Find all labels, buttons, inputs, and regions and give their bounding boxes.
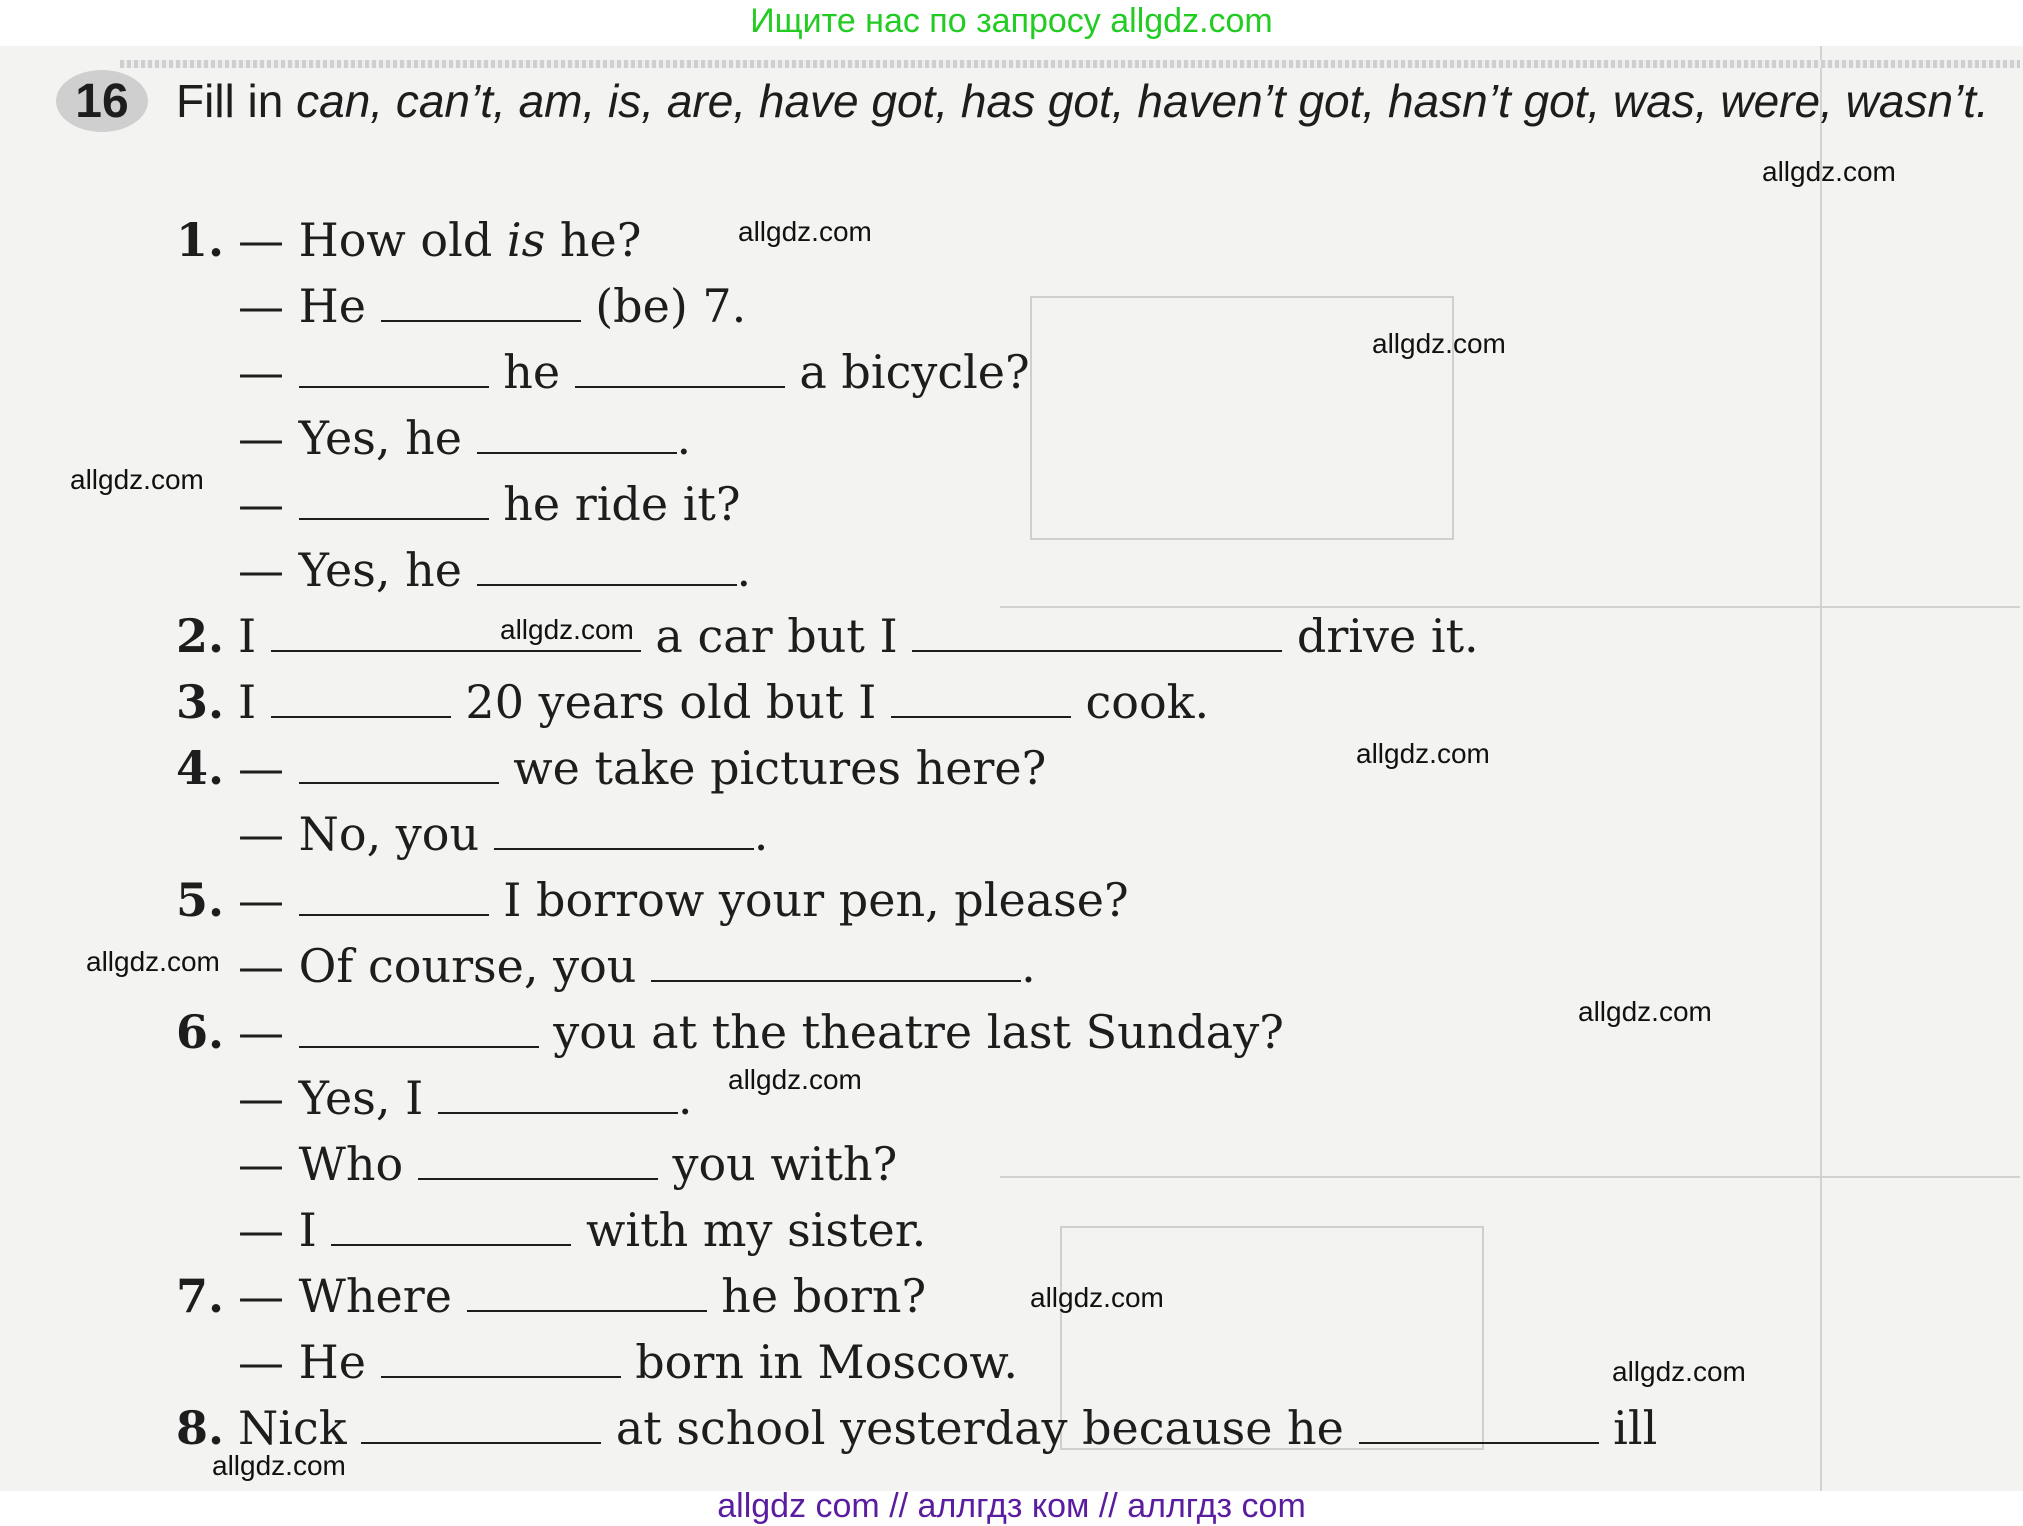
watermark: allgdz.com [1612,1356,1746,1387]
exercise-line [238,1336,1018,1388]
answer-blank[interactable] [575,348,785,388]
answer-blank[interactable] [299,348,489,388]
exercise-line [176,1006,1284,1058]
exercise-line [238,808,768,860]
answer-blank[interactable] [651,942,1021,982]
instruction-prefix: Fill in [176,75,284,127]
line-text: — No, you [238,807,480,861]
exercise-line [176,214,641,266]
exercise-line [176,1270,926,1322]
item-number: 2. [176,609,225,663]
exercise-line [176,874,1129,926]
exercise-line [238,280,746,332]
exercise-line [238,544,751,596]
answer-blank[interactable] [438,1074,678,1114]
item-number: 5. [176,873,225,927]
line-text: he born? [721,1269,927,1323]
line-text: ill [1613,1401,1658,1455]
instruction-words: can, can’t, am, is, are, have got, has got, haven’t got, hasn’t got, was, were, wasn’t. [296,75,1989,127]
exercise-line [176,610,1479,662]
line-text: a bicycle? [799,345,1030,399]
exercise-line [238,940,1036,992]
line-text: — How old [238,213,507,267]
exercise-line [176,742,1046,794]
line-text: — [238,741,284,795]
line-text: he? [545,213,642,267]
watermark: allgdz.com [1762,156,1896,187]
bleed-through-rule [1000,1176,2020,1178]
line-text: we take pictures here? [513,741,1047,795]
watermark: allgdz.com [86,946,220,977]
exercise-line [238,346,1030,398]
item-number: 3. [176,675,225,729]
exercise-line [176,1402,1657,1454]
textbook-page [0,46,2023,1491]
line-text: a car but I [655,609,898,663]
line-text: I [238,609,257,663]
answer-blank[interactable] [299,480,489,520]
watermark: allgdz.com [738,216,872,247]
line-text: I borrow your pen, please? [503,873,1129,927]
line-text: — [238,1005,284,1059]
line-text: you at the theatre last Sunday? [553,1005,1284,1059]
exercise-number-badge: 16 [56,70,148,132]
line-text: . [736,543,752,597]
line-text: . [677,1071,693,1125]
line-text: born in Moscow. [635,1335,1018,1389]
answer-blank[interactable] [271,678,451,718]
line-text: — Who [238,1137,404,1191]
watermark: allgdz.com [1030,1282,1164,1313]
bottom-banner: allgdz com // аллгдз ком // аллгдз com [717,1487,1306,1525]
top-banner: Ищите нас по запросу allgdz.com [750,2,1273,40]
answer-blank[interactable] [331,1206,571,1246]
item-number: 4. [176,741,225,795]
bleed-through-rule [1820,46,1822,1491]
line-text: . [1021,939,1036,993]
exercise-instruction [176,74,2016,128]
watermark: allgdz.com [70,464,204,495]
line-text: at school yesterday because he [615,1401,1344,1455]
item-number: 1. [176,213,225,267]
line-text: . [676,411,692,465]
answer-blank[interactable] [381,282,581,322]
answer-blank[interactable] [477,546,737,586]
line-text: you with? [672,1137,898,1191]
top-rule [120,60,2020,68]
watermark: allgdz.com [1356,738,1490,769]
line-text: — Where [238,1269,452,1323]
line-text: 20 years old but I [465,675,877,729]
exercise-line [176,676,1209,728]
watermark: allgdz.com [1578,996,1712,1027]
line-text: . [753,807,769,861]
answer-blank[interactable] [299,744,499,784]
line-text: (be) 7. [595,279,747,333]
line-text: — Yes, he [238,543,462,597]
item-number: 6. [176,1005,225,1059]
answer-blank[interactable] [494,810,754,850]
answer-blank[interactable] [477,414,677,454]
exercise-line [238,412,691,464]
item-number: 7. [176,1269,225,1323]
line-text: — [238,873,284,927]
watermark: allgdz.com [728,1064,862,1095]
answer-blank[interactable] [418,1140,658,1180]
answer-blank[interactable] [299,876,489,916]
line-text: — I [238,1203,317,1257]
line-text: — [238,477,284,531]
line-text: cook. [1085,675,1210,729]
answer-blank[interactable] [1359,1404,1599,1444]
line-text: he ride it? [503,477,741,531]
bleed-through-rule [1000,606,2020,608]
watermark: allgdz.com [1372,328,1506,359]
line-text: drive it. [1296,609,1479,663]
answer-blank[interactable] [299,1008,539,1048]
line-text: — Yes, I [238,1071,424,1125]
exercise-line [238,1138,897,1190]
exercise-line [238,478,741,530]
line-text: I [238,675,257,729]
watermark: allgdz.com [212,1450,346,1481]
item-number: 8. [176,1401,225,1455]
answer-blank[interactable] [467,1272,707,1312]
line-italic-text: is [506,213,546,267]
answer-blank[interactable] [891,678,1071,718]
answer-blank[interactable] [361,1404,601,1444]
line-text: — [238,345,284,399]
line-text: — Yes, he [238,411,462,465]
line-text: with my sister. [586,1203,927,1257]
line-text: Nick [238,1401,347,1455]
watermark: allgdz.com [500,614,634,645]
line-text: — He [238,1335,366,1389]
answer-blank[interactable] [381,1338,621,1378]
answer-blank[interactable] [912,612,1282,652]
exercise-line [238,1204,926,1256]
line-text: — Of course, you [238,939,637,993]
exercise-line [238,1072,693,1124]
line-text: he [503,345,561,399]
line-text: — He [238,279,366,333]
